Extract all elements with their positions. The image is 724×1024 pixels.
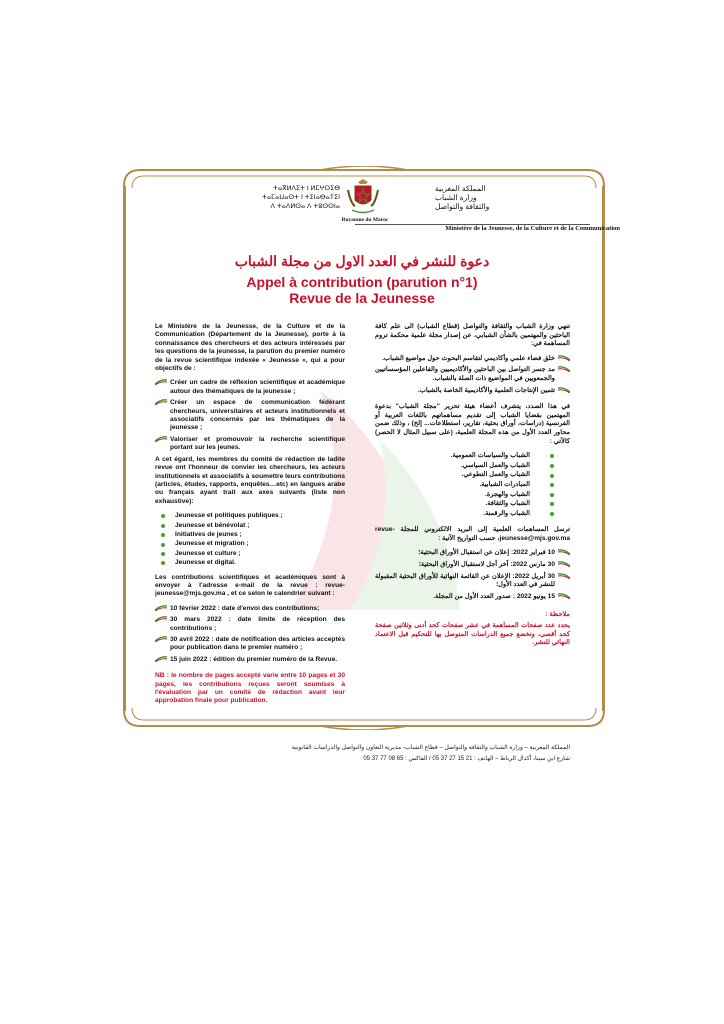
- green-dot-icon: [550, 474, 554, 478]
- list-item: Créer un cadre de réflexion scientifique et académique autour des thématiques de la jeunesse ;: [155, 379, 345, 396]
- list-item: الشباب والهجرة.: [381, 491, 554, 500]
- arabic-note: يحدد عدد صفحات المساهمة في عشر صفحات كحد أدنى وثلاثين صفحة كحد أقصى، وتخضع جميع الدراسات المتوصل بها للتحكيم قبل الاعتماد النهائي للنشر.: [375, 622, 570, 647]
- list-item: 10 فبراير 2022: إعلان عن استقبال الأوراق البحثية؛: [375, 549, 570, 558]
- arabic-intro: تنهي وزارة الشباب والثقافة والتواصل (قطاع الشباب) الى علم كافة الباحثين والمهتمين بالشأن الشبابي، عن إصدار مجلة علمية محكمة تروم المساهمة في:: [375, 323, 570, 348]
- footer-line: المملكة المغربية – وزارة الشباب والثقافة والتواصل – قطاع الشباب- مديرية التعاون والتواصل والدراسات القانونية: [291, 745, 570, 751]
- arabic-ministry-name: [435, 184, 535, 211]
- list-item: الشباب والسياسات العمومية.: [381, 452, 554, 461]
- list-item: المبادرات الشبابية.: [381, 481, 554, 490]
- letterhead: [150, 178, 620, 238]
- arrow-bullet-icon: [155, 436, 167, 442]
- list-item: الشباب والرقمنة.: [381, 510, 554, 519]
- list-item: 15 juin 2022 : édition du premier numéro de la Revue.: [155, 656, 345, 664]
- french-submission: Les contributions scientifiques et académiques sont à envoyer à l'adresse e-mail de la revue : revue-jeunesse@mjs.gov.ma , et ce selon le calendrier suivant :: [155, 573, 345, 598]
- green-dot-icon: [550, 483, 554, 487]
- green-dot-icon: [550, 502, 554, 506]
- arabic-title: دعوة للنشر في العدد الاول من مجلة الشباب: [234, 253, 490, 269]
- tifinagh-line: ⵜⴰⵎⴰⵡⴰⵙⵜ ⵏ ⵜⵉⵏⴰⴱⴰⵢⵉⵏ: [261, 194, 340, 201]
- arabic-column: [375, 323, 570, 654]
- list-item: الشباب والعمل السياسي.: [381, 462, 554, 471]
- frame-left-border: [123, 186, 126, 711]
- french-title: Appel à contribution (parution n°1): [246, 274, 478, 290]
- list-item: الشباب والثقافة.: [381, 500, 554, 509]
- green-dot-icon: [161, 561, 165, 565]
- tifinagh-line: ⴷ ⵜⴰⴷⵍⵙⴰ ⴷ ⵜⵓⵙⵙⵏⴰ: [270, 203, 340, 210]
- green-dot-icon: [161, 552, 165, 556]
- footer-line: شارع ابن سينا، أكدال الرباط – الهاتف : 21 15 27 37 05 / الفاكس : 65 08 77 37 05: [363, 756, 570, 762]
- green-dot-icon: [161, 524, 165, 528]
- french-subtitle: Revue de la Jeunesse: [289, 290, 435, 306]
- arabic-header-line: المملكة المغربية: [435, 184, 486, 193]
- list-item: 10 février 2022 : date d'envoi des contributions;: [155, 605, 345, 613]
- list-item: مد جسر التواصل بين الباحثين والأكاديميين والفاعلين المؤسساتيين والجمعويين في المواضيع ذات الصلة بالشباب.: [375, 366, 570, 383]
- arrow-bullet-icon: [558, 593, 570, 599]
- list-item: Jeunesse et culture ;: [161, 550, 345, 558]
- green-dot-icon: [161, 543, 165, 547]
- page-footer: [150, 743, 570, 765]
- coat-of-arms-icon: [346, 178, 380, 216]
- arrow-bullet-icon: [558, 549, 570, 555]
- arrow-bullet-icon: [558, 387, 570, 393]
- arrow-bullet-icon: [155, 616, 167, 622]
- list-item: Jeunesse et politiques publiques ;: [161, 512, 345, 520]
- arrow-bullet-icon: [155, 379, 167, 385]
- green-dot-icon: [550, 454, 554, 458]
- list-item: خلق فضاء علمي وأكاديمي لتقاسم البحوث حول مواضيع الشباب.: [375, 355, 570, 364]
- list-item: Initiatives de jeunes ;: [161, 531, 345, 539]
- french-column: [155, 323, 345, 712]
- list-item: Jeunesse et migration ;: [161, 540, 345, 548]
- list-item: 30 mars 2022 : date limite de réception des contributions ;: [155, 616, 345, 633]
- arrow-bullet-icon: [558, 366, 570, 372]
- list-item: Jeunesse et digital.: [161, 559, 345, 567]
- green-dot-icon: [550, 464, 554, 468]
- arrow-bullet-icon: [155, 656, 167, 662]
- green-dot-icon: [161, 514, 165, 518]
- ministry-name: Ministère de la Jeunesse, de la Culture et de la Communication: [445, 225, 620, 232]
- arrow-bullet-icon: [558, 355, 570, 361]
- arrow-bullet-icon: [155, 636, 167, 642]
- french-intro: Le Ministère de la Jeunesse, de la Culture et de la Communication (Département de la Jeunesse), porte à la connaissance des chercheurs et des acteurs intéressés par les questions de la jeunesse, la parution du premier numéro de la revue scientifique indexée « Jeunesse », qui a pour objectifs de :: [155, 323, 345, 373]
- arabic-submission: ترسل المساهمات العلمية إلى البريد الالكتروني للمجلة revue-jeunesse@mjs.gov.ma، حسب التواريخ الآتية :: [375, 526, 570, 542]
- arabic-axes-list: [375, 452, 570, 518]
- green-dot-icon: [550, 512, 554, 516]
- list-item: الشباب والعمل التطوعي.: [381, 471, 554, 480]
- list-item: Jeunesse et bénévolat ;: [161, 522, 345, 530]
- list-item: 30 مارس 2022: آخر أجل لاستقبال الأوراق البحثية؛: [375, 561, 570, 570]
- arrow-bullet-icon: [155, 605, 167, 611]
- arrow-bullet-icon: [558, 573, 570, 579]
- green-dot-icon: [550, 493, 554, 497]
- frame-right-border: [602, 186, 605, 711]
- list-item: تثمين الإنتاجات العلمية والأكاديمية الخاصة بالشباب.: [375, 387, 570, 396]
- arrow-bullet-icon: [558, 561, 570, 567]
- list-item: Valoriser et promouvoir la recherche scientifique portant sur les jeunes.: [155, 436, 345, 453]
- green-dot-icon: [161, 533, 165, 537]
- arabic-invitation: في هذا الصدد، يتشرف أعضاء هيئة تحرير "مجلة الشباب" بدعوة المهتمين بقضايا الشباب إلى تقديم مساهماتهم باللغات العربية أو الفرنسية (دراسات، أوراق بحثية، تقارير، استطلاعات... إلخ) ، وذلك ضمن محاور العدد الأول من هذه المجلة العلمية، (على سبيل المثال لا الحصر) كالآتي :: [375, 403, 570, 445]
- kingdom-label: Royaume du Maroc: [341, 217, 389, 223]
- french-note: NB : le nombre de pages accepté varie entre 10 pages et 30 pages, les contributions reçues seront soumises à l'évaluation par un comité de rédaction avant leur approbation finale pour publication.: [155, 672, 345, 705]
- arabic-note-title: ملاحظة :: [545, 611, 570, 619]
- list-item: 30 أبريل 2022: الإعلان عن القائمة النهائية للأوراق البحثية المقبولة للنشر في العدد الأول؛: [375, 573, 570, 590]
- list-item: 15 يونيو 2022 : صدور العدد الأول من المجلة.: [375, 593, 570, 602]
- tifinagh-ministry-name: [250, 184, 340, 211]
- french-invitation: A cet égard, les membres du comité de rédaction de ladite revue ont l'honneur de convier les chercheurs, les acteurs institutionnels et associatifs à soumettre leurs contributions (articles, études, rapports, enquêtes…etc) en langues arabe ou français ayant trait aux axes suivants (liste non exhaustive):: [155, 455, 345, 505]
- arabic-header-line: وزارة الشباب: [435, 193, 477, 202]
- list-item: Créer un espace de communication fédérant chercheurs, universitaires et acteurs institutionnels et associatifs concernés par les thématiques de la jeunesse ;: [155, 399, 345, 433]
- arrow-bullet-icon: [155, 399, 167, 405]
- tifinagh-line: ⵜⴰⴳⵍⴷⵉⵜ ⵏ ⵍⵎⵖⵔⵉⴱ: [273, 185, 340, 192]
- french-axes-list: [155, 512, 345, 567]
- list-item: 30 avril 2022 : date de notification des articles acceptés pour publication dans le premier numéro ;: [155, 636, 345, 653]
- arabic-header-line: والثقافة والتواصل: [435, 202, 490, 211]
